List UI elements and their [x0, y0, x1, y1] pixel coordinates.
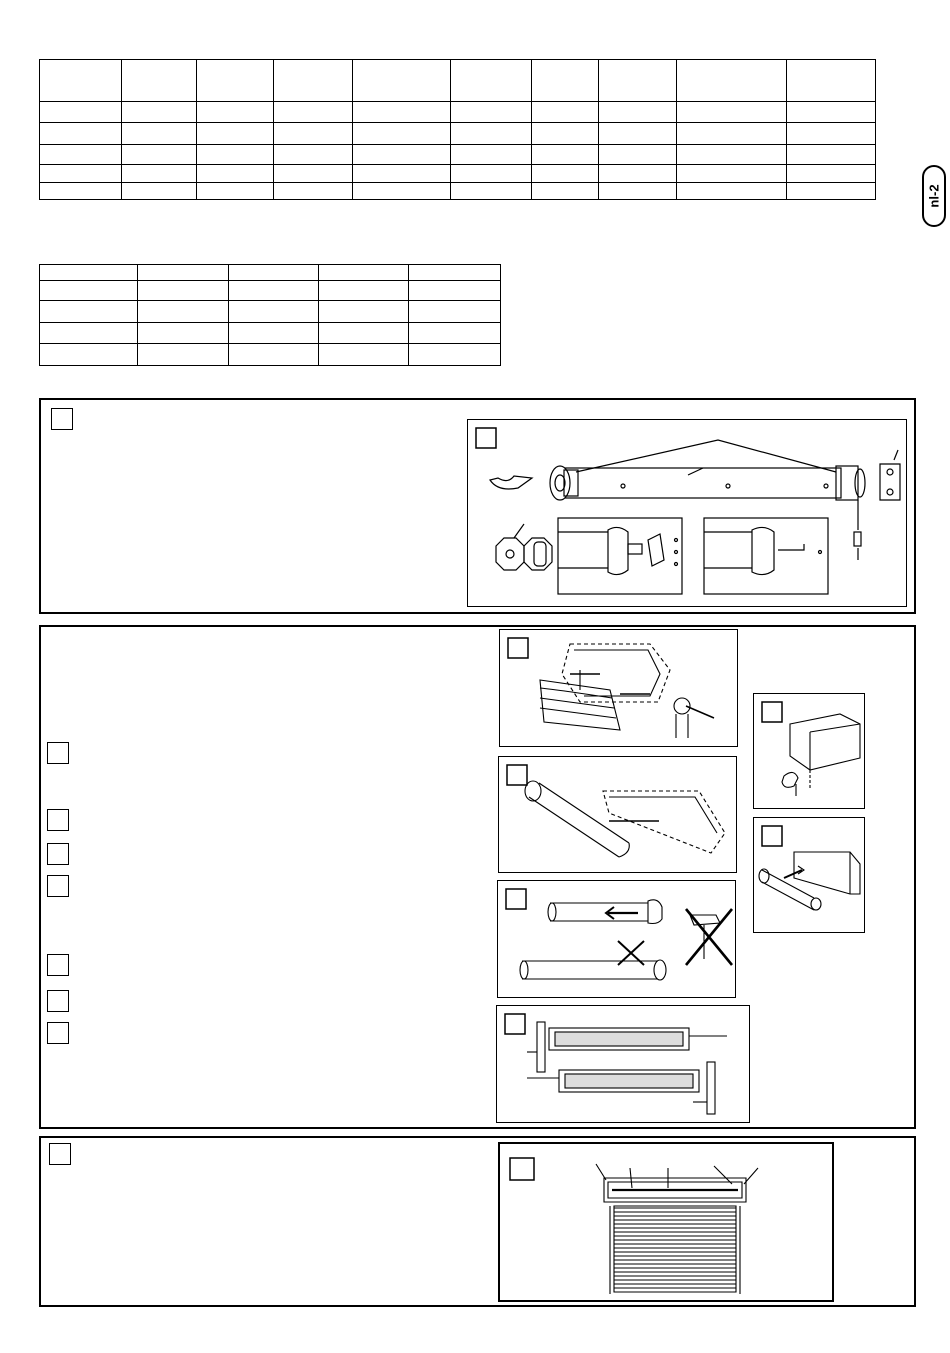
figure-tube-slide: [753, 817, 865, 933]
figure-shutter-installed: [498, 1142, 834, 1302]
tube-profile-drawing: [499, 757, 738, 874]
figure-tube-mounting: [496, 1005, 750, 1123]
table-row: [40, 164, 876, 182]
step-number-box: [49, 1143, 71, 1165]
motor-insert-drawing: [498, 881, 737, 999]
table-row: [40, 301, 501, 323]
spec-table-top: [39, 59, 876, 200]
step-number-box: [47, 875, 69, 897]
table-row: [40, 265, 501, 281]
table-row: [40, 182, 876, 199]
spec-table-mid: [39, 264, 501, 366]
step-number-box: [47, 990, 69, 1012]
figure-motor-insert: [497, 880, 736, 998]
tube-mounting-drawing: [497, 1006, 751, 1124]
figure-motor-components: [467, 419, 907, 607]
table-row: [40, 102, 876, 123]
step-number-box: [47, 843, 69, 865]
step-number-box: [47, 809, 69, 831]
figure-tube-insertion: [499, 629, 738, 747]
table-row: [40, 344, 501, 366]
step-number-box: [47, 954, 69, 976]
page-tab-nl-2: [922, 165, 946, 227]
motor-components-drawing: [468, 420, 908, 608]
table-row: [40, 323, 501, 344]
table-row: [40, 60, 876, 102]
step-number-box: [47, 1022, 69, 1044]
bracket-profile-drawing: [754, 694, 866, 810]
page-tab-label: nl-2: [926, 184, 942, 208]
figure-tube-profile: [498, 756, 737, 873]
table-row: [40, 123, 876, 144]
step-number-box: [51, 408, 73, 430]
table-row: [40, 144, 876, 164]
figure-bracket-profile: [753, 693, 865, 809]
tube-slide-drawing: [754, 818, 866, 934]
shutter-installed-drawing: [500, 1144, 831, 1299]
step-number-box: [47, 742, 69, 764]
tube-insertion-drawing: [500, 630, 739, 748]
table-row: [40, 281, 501, 301]
